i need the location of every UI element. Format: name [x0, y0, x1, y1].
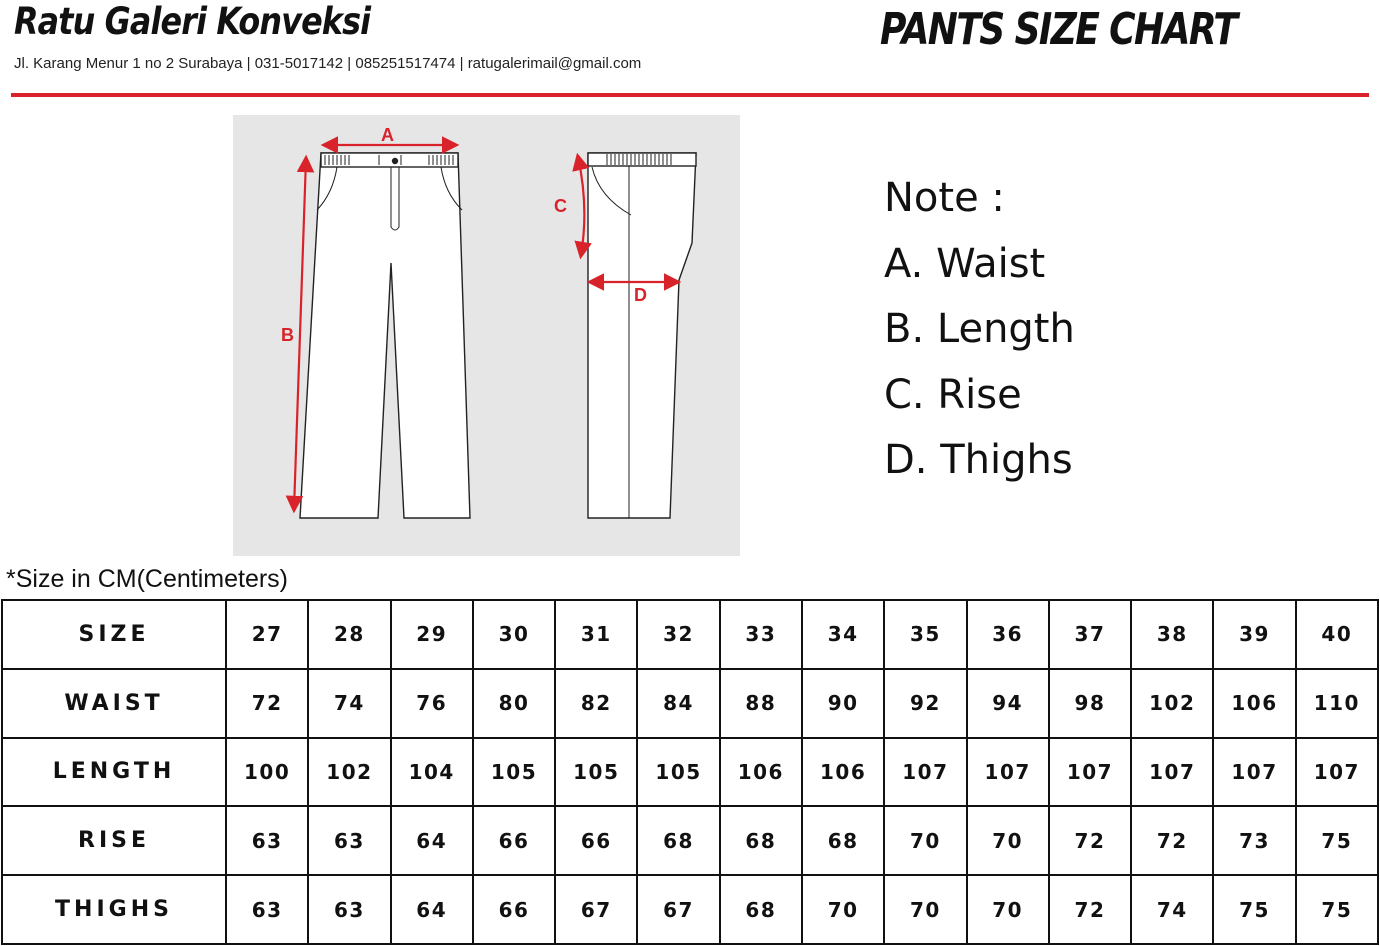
table-cell: 64 — [391, 806, 473, 875]
size-unit-note: *Size in CM(Centimeters) — [6, 565, 289, 593]
table-cell: 37 — [1049, 600, 1131, 669]
table-cell: 70 — [884, 875, 966, 944]
note-item-length: B. Length — [884, 306, 1075, 352]
chart-title: PANTS SIZE CHART — [880, 4, 1237, 55]
table-cell: 66 — [473, 806, 555, 875]
table-cell: 70 — [802, 875, 884, 944]
brand-address: Jl. Karang Menur 1 no 2 Surabaya | 031-5017142 | 085251517474 | ratugalerimail@gmail.com — [14, 55, 642, 72]
table-cell: 32 — [637, 600, 719, 669]
table-cell: 28 — [308, 600, 390, 669]
table-cell: 74 — [308, 669, 390, 738]
table-cell: 39 — [1213, 600, 1295, 669]
table-cell: 107 — [1131, 738, 1213, 807]
header-divider — [11, 93, 1369, 97]
table-row-size — [2, 600, 1378, 669]
table-cell: 68 — [802, 806, 884, 875]
table-cell: 90 — [802, 669, 884, 738]
table-cell: 107 — [967, 738, 1049, 807]
row-header: RISE — [2, 806, 226, 875]
table-cell: 27 — [226, 600, 308, 669]
table-row-waist — [2, 669, 1378, 738]
table-cell: 75 — [1296, 806, 1378, 875]
table-row-length — [2, 738, 1378, 807]
table-cell: 84 — [637, 669, 719, 738]
table-cell: 100 — [226, 738, 308, 807]
table-cell: 107 — [1213, 738, 1295, 807]
row-header: WAIST — [2, 669, 226, 738]
table-cell: 73 — [1213, 806, 1295, 875]
pants-front-view — [300, 153, 470, 518]
table-cell: 33 — [720, 600, 802, 669]
table-cell: 105 — [555, 738, 637, 807]
note-item-thighs: D. Thighs — [884, 437, 1073, 483]
note-item-waist: A. Waist — [884, 240, 1046, 287]
table-cell: 70 — [967, 875, 1049, 944]
table-cell: 105 — [637, 738, 719, 807]
table-cell: 68 — [720, 875, 802, 944]
table-cell: 70 — [967, 806, 1049, 875]
table-cell: 75 — [1296, 875, 1378, 944]
table-cell: 70 — [884, 806, 966, 875]
table-cell: 35 — [884, 600, 966, 669]
notes-heading: Note : — [884, 175, 1005, 221]
table-cell: 68 — [720, 806, 802, 875]
table-cell: 66 — [473, 875, 555, 944]
pants-diagram — [233, 115, 740, 556]
table-cell: 105 — [473, 738, 555, 807]
table-row-rise — [2, 806, 1378, 875]
table-cell: 82 — [555, 669, 637, 738]
table-cell: 74 — [1131, 875, 1213, 944]
table-cell: 64 — [391, 875, 473, 944]
table-cell: 31 — [555, 600, 637, 669]
diagram-label-b: B — [281, 325, 294, 345]
table-cell: 63 — [308, 806, 390, 875]
pants-side-view — [588, 153, 696, 518]
table-cell: 72 — [1131, 806, 1213, 875]
row-header: THIGHS — [2, 875, 226, 944]
table-row-thighs — [2, 875, 1378, 944]
table-cell: 107 — [884, 738, 966, 807]
table-cell: 40 — [1296, 600, 1378, 669]
table-cell: 72 — [226, 669, 308, 738]
table-cell: 72 — [1049, 875, 1131, 944]
table-cell: 67 — [555, 875, 637, 944]
table-cell: 106 — [720, 738, 802, 807]
table-cell: 80 — [473, 669, 555, 738]
table-cell: 34 — [802, 600, 884, 669]
table-cell: 63 — [226, 806, 308, 875]
table-cell: 36 — [967, 600, 1049, 669]
table-cell: 67 — [637, 875, 719, 944]
table-cell: 104 — [391, 738, 473, 807]
table-cell: 72 — [1049, 806, 1131, 875]
table-cell: 29 — [391, 600, 473, 669]
diagram-label-c: C — [554, 196, 567, 216]
table-cell: 110 — [1296, 669, 1378, 738]
table-cell: 63 — [226, 875, 308, 944]
measurement-notes — [884, 172, 1075, 500]
row-header: SIZE — [2, 600, 226, 669]
table-cell: 107 — [1296, 738, 1378, 807]
row-header: LENGTH — [2, 738, 226, 807]
table-cell: 106 — [802, 738, 884, 807]
table-cell: 66 — [555, 806, 637, 875]
diagram-label-a: A — [381, 125, 394, 145]
table-cell: 98 — [1049, 669, 1131, 738]
table-cell: 92 — [884, 669, 966, 738]
table-cell: 107 — [1049, 738, 1131, 807]
table-cell: 102 — [1131, 669, 1213, 738]
table-cell: 106 — [1213, 669, 1295, 738]
brand-name: Ratu Galeri Konveksi — [14, 0, 371, 43]
diagram-label-d: D — [634, 285, 647, 305]
table-cell: 38 — [1131, 600, 1213, 669]
table-cell: 68 — [637, 806, 719, 875]
table-cell: 63 — [308, 875, 390, 944]
note-item-rise: C. Rise — [884, 371, 1022, 418]
table-cell: 75 — [1213, 875, 1295, 944]
table-cell: 88 — [720, 669, 802, 738]
size-table — [1, 599, 1379, 945]
table-cell: 30 — [473, 600, 555, 669]
table-cell: 76 — [391, 669, 473, 738]
table-cell: 94 — [967, 669, 1049, 738]
table-cell: 102 — [308, 738, 390, 807]
